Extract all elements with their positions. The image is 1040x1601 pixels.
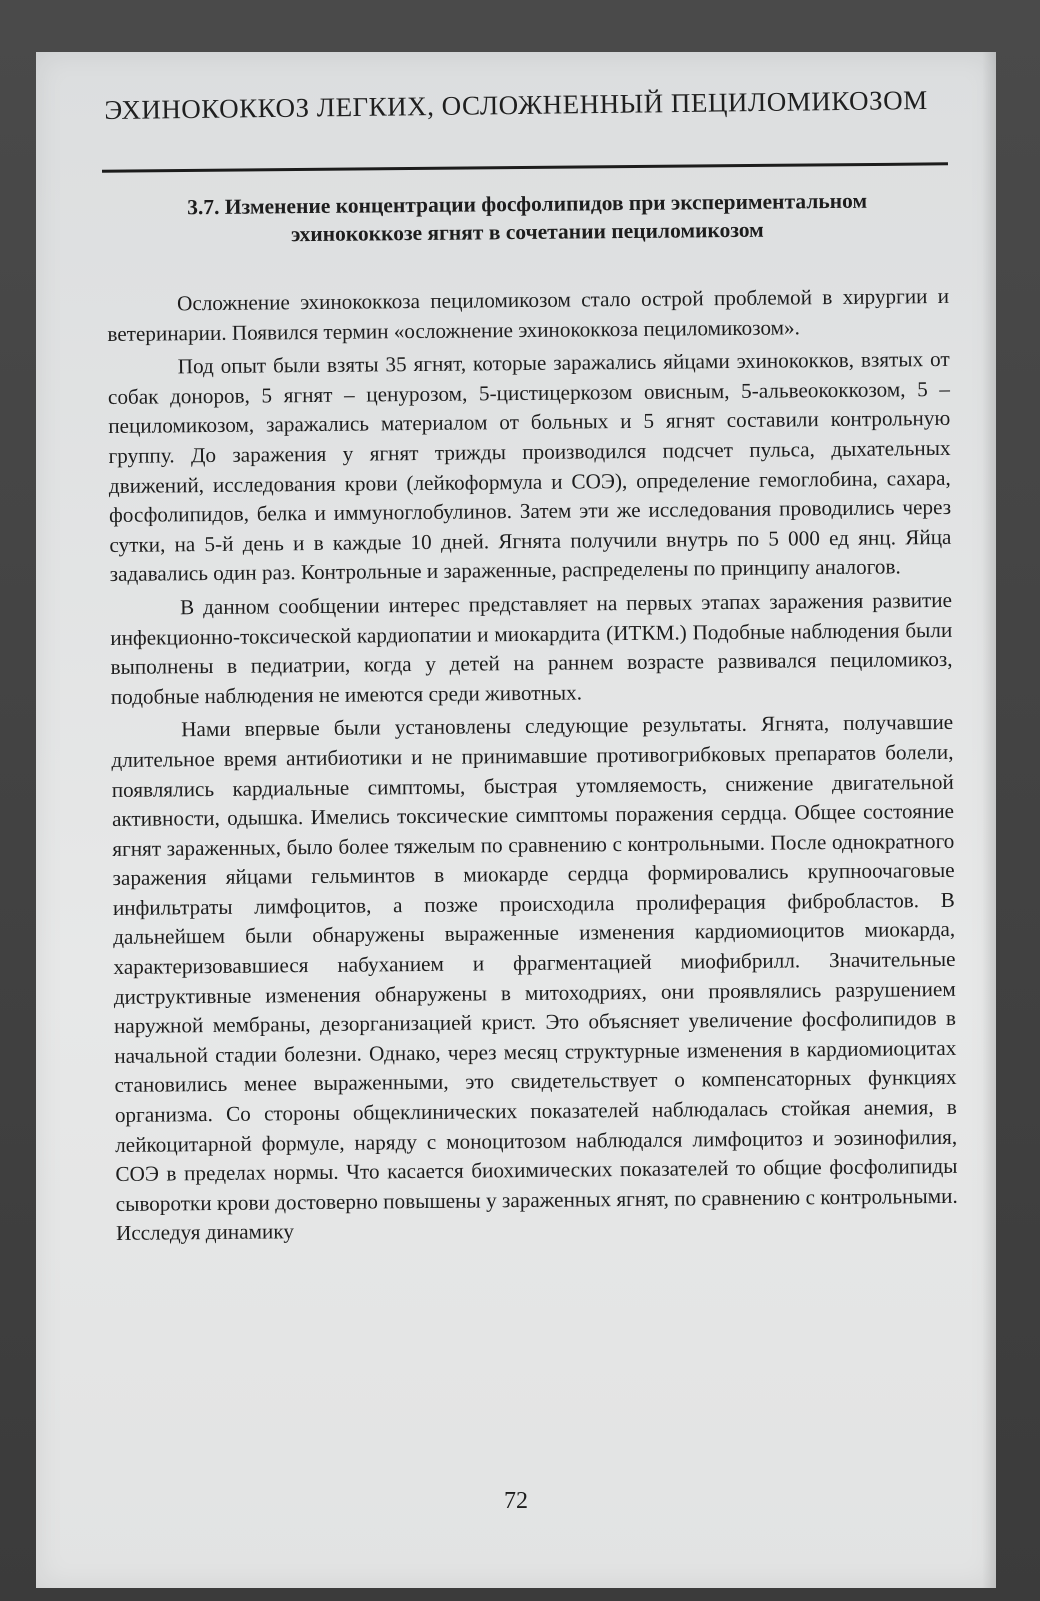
page-edge-shadow (982, 52, 996, 1588)
page-body (106, 182, 958, 1253)
page-number: 72 (504, 1488, 528, 1514)
section-title (106, 186, 948, 250)
running-head: ЭХИНОКОККОЗ ЛЕГКИХ, ОСЛОЖНЕННЫЙ ПЕЦИЛОМИКОЗОМ (104, 84, 928, 126)
paragraph-3: В данном сообщении интерес представляет на первых этапах заражения развитие инфекционно-токсической кардиопатии и миокардита (ИТКМ.) Подобные наблюдения были выполнены в педиатрии, когда у детей на раннем возрасте развивался пециломикоз, подобные наблюдения не имеются среди животных. (110, 587, 953, 709)
section-title-line-2: эхинококкозе ягнят в сочетании пециломикозом (290, 217, 764, 247)
section-title-line-1: 3.7. Изменение концентрации фосфолипидов при экспериментальном (187, 188, 868, 220)
paragraph-2: Под опыт были взяты 35 ягнят, которые заражались яйцами эхинококков, взятых от собак доноров, 5 ягнят – ценурозом, 5-цистицеркозом овисным, 5-альвеококкозом, 5 – пециломикозом, заражались материалом от больных и 5 ягнят составили контрольную группу. До заражения у ягнят трижды производился подсчет пульса, дыхательных движений, исследования крови (лейкоформула и СОЭ), определение гемоглобина, сахара, фосфолипидов, белка и иммуноглобулинов. Затем эти же исследования проводились через сутки, на 5-й день и в каждые 10 дней. Ягнята получили внутрь по 5 000 ед янц. Яйца задавались один раз. Контрольные и зараженные, распределены по принципу аналогов. (107, 347, 952, 587)
header-rule (102, 162, 948, 172)
paragraph-4: Нами впервые были установлены следующие результаты. Ягнята, получавшие длительное время антибиотики и не принимавшие противогрибковых препаратов болели, появлялись кардиальные симптомы, быстрая утомляемость, снижение двигательной активности, одышка. Имелись токсические симптомы поражения сердца. Общее состояние ягнят зараженных, было более тяжелым по сравнению с контрольными. После однократного заражения яйцами гельминтов в миокарде сердца формировались крупноочаговые инфильтраты лимфоцитов, а позже происходила пролиферация фибробластов. В дальнейшем были обнаружены выраженные изменения кардиомиоцитов миокарда, характеризовавшиеся набуханием и фрагментацией миофибрилл. Значительные диструктивные изменения обнаружены в митоходриях, они проявлялись разрушением наружной мембраны, дезорганизацией крист. Это объясняет увеличение фосфолипидов в начальной стадии болезни. Однако, через месяц структурные изменения в кардиомиоцитах становились менее выраженными, это свидетельствует о компенсаторных функциях организма. Со стороны общеклинических показателей наблюдалась стойкая анемия, в лейкоцитарной формуле, наряду с моноцитозом наблюдался лимфоцитоз и эозинофилия, СОЭ в пределах нормы. Что касается биохимических показателей то общие фосфолипиды сыворотки крови достоверно повышены у зараженных ягнят, по сравнению с контрольными. Исследуя динамику (111, 710, 958, 1246)
book-page (36, 52, 996, 1588)
paragraph-1: Осложнение эхинококкоза пециломикозом стало острой проблемой в хирургии и ветеринарии. Появился термин «осложнение эхинококкоза пециломикозом». (107, 283, 950, 346)
